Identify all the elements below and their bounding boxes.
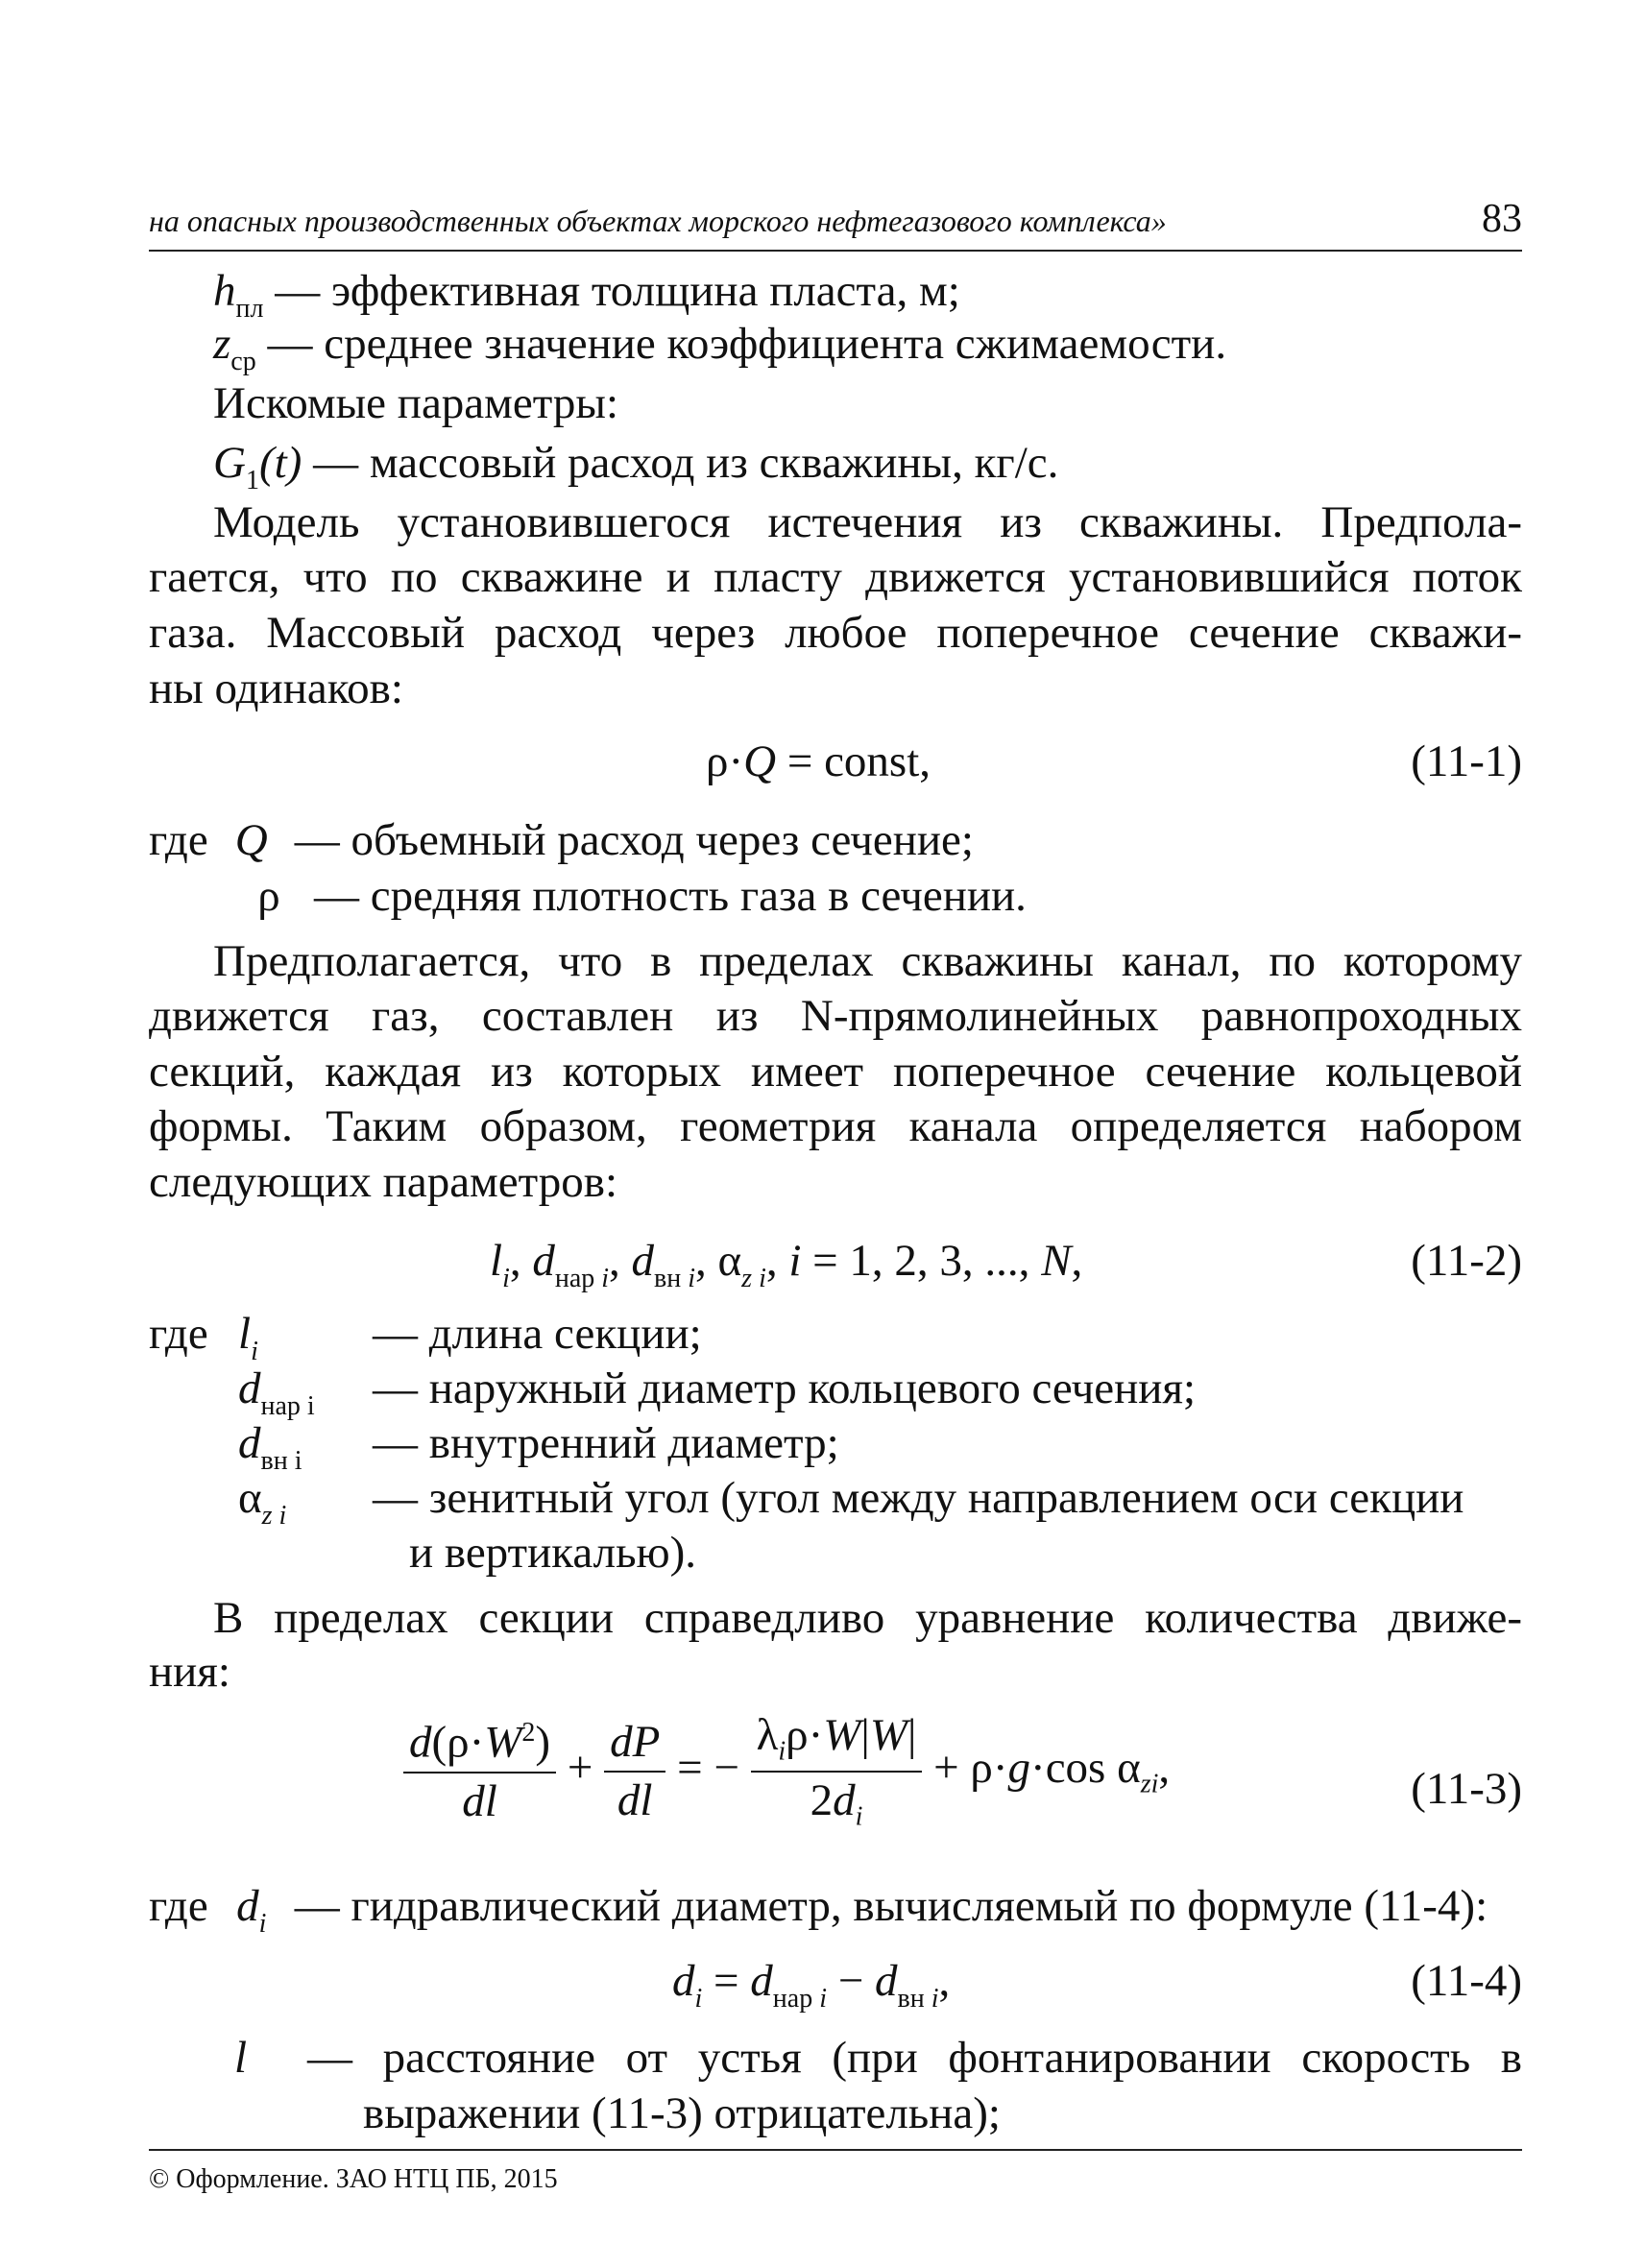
def-z-sr: $z_{ср}$ — среднее значение коэффициента сжимаемости.: [213, 319, 1227, 376]
page-number: 83: [1482, 197, 1522, 241]
para2-line3: секций, каждая из которых имеет поперечное сечение кольцевой: [149, 1047, 1522, 1097]
para1-line1: Модель установившегося истечения из скважины. Предпола-: [213, 497, 1522, 547]
page-footer: [149, 2149, 1522, 2194]
para2-line5: следующих параметров:: [149, 1157, 618, 1207]
para2-line4: формы. Таким образом, геометрия канала определяется набором: [149, 1101, 1522, 1151]
where2-dnar-text: — наружный диаметр кольцевого сечения;: [373, 1363, 1197, 1413]
where4-l-cont: выражении (11-3) отрицательна);: [363, 2088, 1001, 2138]
para3-line1: В пределах секции справедливо уравнение количества движе-: [213, 1593, 1522, 1643]
equation-11-3: $\frac{d(\rho\cdot W^2)}{dl}$ + $\frac{dP}{dl}$ = − $\frac{\lambda_i\rho\cdot W|W|}{2d_i}$ + ρ·g·cos $\alpha_{zi}$,: [403, 1713, 1170, 1831]
where1-q: где Q — объемный расход через сечение;: [149, 815, 974, 865]
page-header: [149, 197, 1522, 252]
where1-rho: ρ — средняя плотность газа в сечении.: [257, 871, 1027, 921]
def-g1: $G_1(t)$ — массовый расход из скважины, кг/с.: [213, 438, 1059, 495]
def-h-pl: $h_{пл}$ — эффективная толщина пласта, м;: [213, 266, 960, 324]
running-title: на опасных производственных объектах морского нефтегазового комплекса»: [149, 204, 1167, 238]
para1-line2: гается, что по скважине и пласту движется установившийся поток: [149, 552, 1522, 602]
equation-11-1: ρ·Q = const,: [706, 736, 931, 786]
where4-l-text: — расстояние от устья (при фонтанировании скорость в: [307, 2033, 1522, 2083]
where2-l: где: [149, 1309, 208, 1359]
equation-11-2: $l_i$, $d_{нар i}$, $d_{вн i}$, $\alpha_{z i}$, i = 1, 2, 3, ..., N,: [490, 1236, 1083, 1293]
sought-heading: Искомые параметры:: [213, 378, 619, 428]
where4-l-sym: l: [234, 2033, 248, 2083]
where2-dnar-sym: $d_{нар i}$: [238, 1363, 315, 1421]
where2-l-sym: $l_i$: [238, 1309, 258, 1366]
where2-alpha-cont: и вертикалью).: [409, 1528, 697, 1578]
equation-number-11-4: (11-4): [1411, 1956, 1522, 2006]
where2-alpha-sym: $\alpha_{z i}$: [238, 1473, 287, 1531]
where2-dvn-sym: $d_{вн i}$: [238, 1418, 302, 1476]
para2-line2: движется газ, составлен из N-прямолинейных равнопроходных: [149, 991, 1522, 1041]
equation-number-11-2: (11-2): [1411, 1236, 1522, 1286]
where3-d: где $d_i$ — гидравлический диаметр, вычисляемый по формуле (11-4):: [149, 1881, 1488, 1939]
para2-line1: Предполагается, что в пределах скважины канал, по которому: [213, 936, 1522, 986]
para1-line4: ны одинаков:: [149, 664, 403, 713]
copyright: © Оформление. ЗАО НТЦ ПБ, 2015: [149, 2164, 558, 2194]
para1-line3: газа. Массовый расход через любое поперечное сечение скважи-: [149, 608, 1522, 658]
where2-dvn-text: — внутренний диаметр;: [373, 1418, 839, 1468]
equation-number-11-1: (11-1): [1411, 736, 1522, 786]
equation-11-4: $d_i = d_{нар i} - d_{вн i}$,: [672, 1956, 951, 2014]
para3-line2: ния:: [149, 1647, 230, 1697]
where2-l-text: — длина секции;: [373, 1309, 702, 1359]
where2-alpha-text: — зенитный угол (угол между направлением оси секции: [373, 1473, 1464, 1523]
equation-number-11-3: (11-3): [1411, 1764, 1522, 1814]
